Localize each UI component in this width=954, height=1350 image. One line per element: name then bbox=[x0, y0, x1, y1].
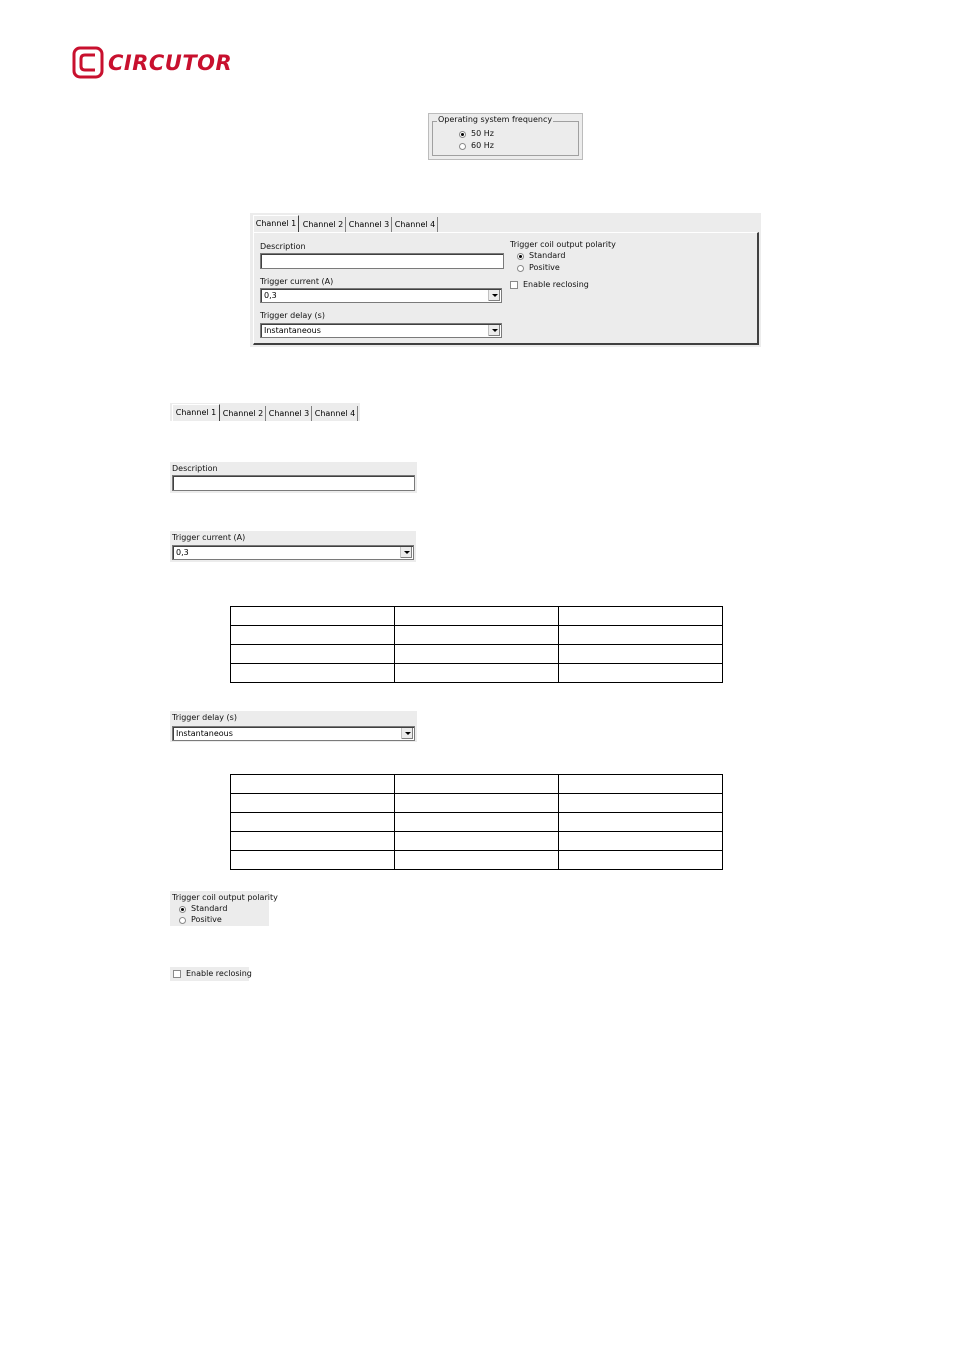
trigger-current-label: Trigger current (A) bbox=[172, 533, 246, 542]
tab-strip bbox=[253, 215, 453, 233]
frequency-panel bbox=[428, 113, 583, 160]
reclosing-checkbox[interactable] bbox=[173, 970, 181, 978]
logo-text: CIRCUTOR bbox=[108, 51, 233, 75]
trigger-delay-value: Instantaneous bbox=[176, 729, 233, 738]
chevron-down-icon[interactable] bbox=[400, 547, 412, 558]
table-row bbox=[231, 794, 723, 813]
tab-channel-1[interactable]: Channel 1 bbox=[253, 215, 299, 232]
trigger-current-crop bbox=[170, 531, 416, 562]
frequency-50hz-radio[interactable] bbox=[459, 131, 466, 138]
trigger-delay-crop bbox=[170, 711, 417, 742]
polarity-positive-radio[interactable] bbox=[179, 917, 186, 924]
polarity-option-label: Positive bbox=[529, 263, 560, 272]
trigger-current-value: 0,3 bbox=[264, 291, 277, 300]
table-row bbox=[231, 664, 723, 683]
polarity-option-label: Standard bbox=[529, 251, 566, 260]
description-crop bbox=[170, 462, 417, 493]
trigger-delay-select[interactable] bbox=[260, 323, 502, 338]
tabs-crop bbox=[170, 403, 360, 422]
polarity-positive-radio[interactable] bbox=[517, 265, 524, 272]
table-row bbox=[231, 832, 723, 851]
frequency-60hz-radio[interactable] bbox=[459, 143, 466, 150]
polarity-standard-radio[interactable] bbox=[179, 906, 186, 913]
trigger-delay-value: Instantaneous bbox=[264, 326, 321, 335]
trigger-delay-label: Trigger delay (s) bbox=[172, 713, 237, 722]
table-row bbox=[231, 626, 723, 645]
description-input[interactable] bbox=[260, 253, 504, 269]
reclosing-label: Enable reclosing bbox=[186, 969, 252, 978]
reclosing-crop bbox=[170, 967, 252, 981]
tab-channel-1[interactable]: Channel 1 bbox=[172, 404, 220, 421]
empty-table-1 bbox=[230, 606, 723, 683]
polarity-option-label: Standard bbox=[191, 904, 228, 913]
frequency-groupbox bbox=[432, 121, 579, 156]
reclosing-checkbox[interactable] bbox=[510, 281, 518, 289]
empty-table-2 bbox=[230, 774, 723, 870]
description-label: Description bbox=[172, 464, 218, 473]
tab-channel-3[interactable]: Channel 3 bbox=[347, 217, 392, 233]
tab-channel-2[interactable]: Channel 2 bbox=[221, 406, 266, 422]
frequency-option-label: 60 Hz bbox=[471, 141, 494, 150]
polarity-label: Trigger coil output polarity bbox=[172, 893, 278, 902]
polarity-standard-radio[interactable] bbox=[517, 253, 524, 260]
table-row bbox=[231, 851, 723, 870]
tab-channel-4[interactable]: Channel 4 bbox=[393, 217, 438, 233]
polarity-option-label: Positive bbox=[191, 915, 222, 924]
polarity-crop bbox=[170, 891, 278, 926]
tab-channel-2[interactable]: Channel 2 bbox=[301, 217, 346, 233]
description-label: Description bbox=[260, 242, 306, 251]
chevron-down-icon[interactable] bbox=[488, 325, 500, 336]
trigger-current-label: Trigger current (A) bbox=[260, 277, 334, 286]
tab-channel-4[interactable]: Channel 4 bbox=[313, 406, 358, 422]
reclosing-label: Enable reclosing bbox=[523, 280, 589, 289]
circutor-logo bbox=[72, 46, 247, 80]
table-row bbox=[231, 775, 723, 794]
table-row bbox=[231, 645, 723, 664]
trigger-current-select[interactable] bbox=[260, 288, 502, 303]
chevron-down-icon[interactable] bbox=[488, 290, 500, 301]
trigger-delay-label: Trigger delay (s) bbox=[260, 311, 325, 320]
trigger-current-value: 0,3 bbox=[176, 548, 189, 557]
table-row bbox=[231, 607, 723, 626]
description-input[interactable] bbox=[172, 475, 415, 491]
trigger-current-select[interactable] bbox=[172, 545, 414, 560]
trigger-delay-select[interactable] bbox=[172, 726, 415, 741]
frequency-option-label: 50 Hz bbox=[471, 129, 494, 138]
polarity-label: Trigger coil output polarity bbox=[510, 240, 616, 249]
channel-dialog bbox=[250, 213, 761, 347]
tab-baseline bbox=[170, 421, 360, 422]
chevron-down-icon[interactable] bbox=[401, 728, 413, 739]
tab-channel-3[interactable]: Channel 3 bbox=[267, 406, 312, 422]
frequency-group-label: Operating system frequency bbox=[438, 115, 553, 124]
table-row bbox=[231, 813, 723, 832]
